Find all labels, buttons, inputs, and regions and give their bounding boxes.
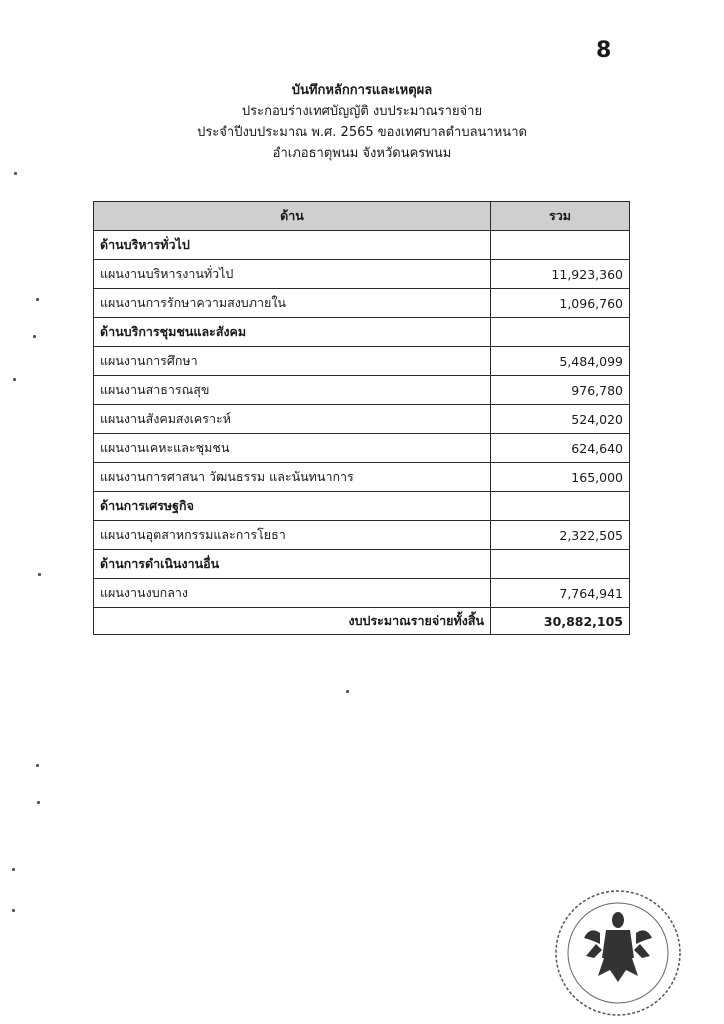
plan-amount: 2,322,505	[491, 521, 630, 550]
document-header	[0, 80, 724, 164]
plan-name: แผนงานอุตสาหกรรมและการโยธา	[94, 521, 491, 550]
section-amount-empty	[491, 550, 630, 579]
table-header-row	[94, 202, 630, 231]
plan-amount: 524,020	[491, 405, 630, 434]
section-amount-empty	[491, 231, 630, 260]
plan-amount: 5,484,099	[491, 347, 630, 376]
plan-row	[94, 405, 630, 434]
scan-speck	[346, 690, 349, 693]
plan-row	[94, 579, 630, 608]
official-seal	[540, 878, 690, 1018]
section-amount-empty	[491, 318, 630, 347]
document-fiscal-year: ประจำปีงบประมาณ พ.ศ. 2565 ของเทศบาลตำบลนาหนาด	[197, 125, 527, 140]
total-amount: 30,882,105	[491, 608, 630, 635]
plan-amount: 624,640	[491, 434, 630, 463]
plan-amount: 976,780	[491, 376, 630, 405]
plan-name: แผนงานการรักษาความสงบภายใน	[94, 289, 491, 318]
plan-row	[94, 347, 630, 376]
plan-row	[94, 521, 630, 550]
scan-speck	[12, 868, 15, 871]
total-row	[94, 608, 630, 635]
document-title: บันทึกหลักการและเหตุผล	[291, 83, 433, 98]
document-subtitle: ประกอบร่างเทศบัญญัติ งบประมาณรายจ่าย	[241, 104, 483, 119]
plan-name: แผนงานการศึกษา	[94, 347, 491, 376]
plan-amount: 11,923,360	[491, 260, 630, 289]
column-header-name: ด้าน	[94, 202, 491, 231]
plan-row	[94, 434, 630, 463]
scan-speck	[38, 573, 41, 576]
section-row	[94, 492, 630, 521]
plan-row	[94, 463, 630, 492]
scan-speck	[37, 801, 40, 804]
scan-speck	[14, 172, 17, 175]
scan-speck	[33, 335, 36, 338]
document-location: อำเภอธาตุพนม จังหวัดนครพนม	[272, 146, 452, 161]
plan-row	[94, 289, 630, 318]
section-name: ด้านบริหารทั่วไป	[94, 231, 491, 260]
plan-amount: 1,096,760	[491, 289, 630, 318]
plan-name: แผนงานสังคมสงเคราะห์	[94, 405, 491, 434]
section-name: ด้านบริการชุมชนและสังคม	[94, 318, 491, 347]
scan-speck	[12, 909, 15, 912]
plan-row	[94, 260, 630, 289]
section-row	[94, 318, 630, 347]
page-number: 8	[596, 38, 613, 63]
plan-name: แผนงานสาธารณสุข	[94, 376, 491, 405]
scan-speck	[36, 764, 39, 767]
plan-name: แผนงานเคหะและชุมชน	[94, 434, 491, 463]
garuda-seal-icon	[540, 878, 690, 1018]
total-label: งบประมาณรายจ่ายทั้งสิ้น	[94, 608, 491, 635]
scan-speck	[36, 298, 39, 301]
section-name: ด้านการดำเนินงานอื่น	[94, 550, 491, 579]
plan-amount: 165,000	[491, 463, 630, 492]
plan-row	[94, 376, 630, 405]
section-amount-empty	[491, 492, 630, 521]
section-row	[94, 231, 630, 260]
plan-amount: 7,764,941	[491, 579, 630, 608]
section-row	[94, 550, 630, 579]
plan-name: แผนงานการศาสนา วัฒนธรรม และนันทนาการ	[94, 463, 491, 492]
budget-table	[93, 201, 630, 635]
plan-name: แผนงานงบกลาง	[94, 579, 491, 608]
plan-name: แผนงานบริหารงานทั่วไป	[94, 260, 491, 289]
column-header-total: รวม	[491, 202, 630, 231]
section-name: ด้านการเศรษฐกิจ	[94, 492, 491, 521]
scan-speck	[13, 378, 16, 381]
